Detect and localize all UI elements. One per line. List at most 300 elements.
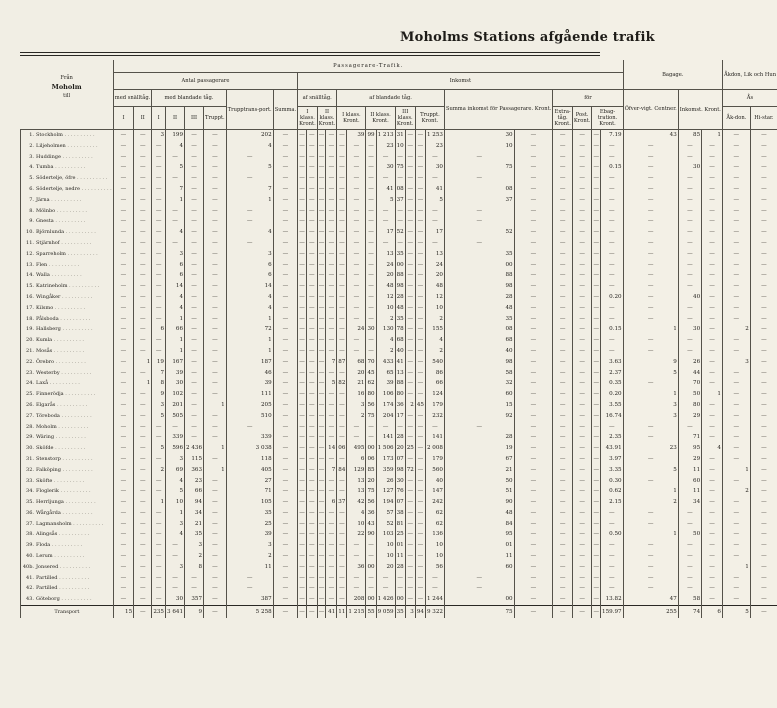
row-number: 15.	[26, 283, 34, 290]
table-row	[21, 562, 777, 573]
data-cell: —	[204, 476, 227, 487]
data-cell: —	[514, 400, 553, 411]
station-label: Elgarås	[36, 401, 56, 408]
data-cell: 21	[444, 465, 514, 476]
data-cell: 5	[623, 465, 678, 476]
data-cell: —	[572, 454, 592, 465]
data-cell: —	[185, 573, 204, 584]
data-cell: 4	[166, 303, 185, 314]
data-cell: —	[592, 551, 601, 562]
data-cell: —	[337, 411, 347, 422]
data-cell: 13	[347, 486, 366, 497]
data-cell: 13	[347, 476, 366, 487]
row-number: 42.	[26, 585, 34, 592]
data-cell: 1	[623, 389, 678, 400]
station-name	[21, 195, 114, 206]
data-cell: 111	[226, 389, 273, 400]
data-cell: —	[415, 378, 425, 389]
data-cell: —	[405, 335, 415, 346]
data-cell: —	[722, 551, 750, 562]
data-cell: —	[347, 249, 366, 260]
top-rule	[20, 52, 600, 53]
table-row	[21, 422, 777, 433]
data-cell: —	[405, 260, 415, 271]
data-cell: 5	[425, 195, 444, 206]
data-cell: —	[337, 303, 347, 314]
data-cell: —	[553, 346, 573, 357]
data-cell: 2	[405, 400, 415, 411]
data-cell: —	[623, 314, 678, 325]
station-label: Katrineholm	[36, 283, 68, 290]
table-row	[21, 227, 777, 238]
data-cell: —	[273, 594, 297, 605]
data-cell: —	[592, 454, 601, 465]
station-name	[21, 206, 114, 217]
data-cell: —	[185, 162, 204, 173]
data-cell: 68	[444, 335, 514, 346]
data-cell: —	[572, 562, 592, 573]
table-row	[21, 206, 777, 217]
data-cell: —	[678, 227, 701, 238]
data-cell: —	[514, 162, 553, 173]
data-cell: —	[326, 260, 337, 271]
data-cell: 4	[166, 476, 185, 487]
data-cell: —	[623, 227, 678, 238]
data-cell: —	[415, 173, 425, 184]
data-cell: —	[113, 443, 133, 454]
data-cell: —	[306, 324, 317, 335]
data-cell: —	[415, 529, 425, 540]
data-cell: —	[376, 238, 395, 249]
data-cell: 3 038	[226, 443, 273, 454]
data-cell: —	[185, 324, 204, 335]
data-cell: —	[405, 573, 415, 584]
data-cell: —	[273, 346, 297, 357]
data-cell: —	[317, 357, 326, 368]
data-cell: —	[134, 270, 152, 281]
data-cell: —	[306, 368, 317, 379]
data-cell: —	[601, 573, 624, 584]
row-number: 4.	[29, 164, 34, 171]
data-cell: —	[134, 476, 152, 487]
hdr-with-mixed: med blandade tåg.	[152, 90, 226, 107]
data-cell: 98	[444, 281, 514, 292]
row-number: 30.	[26, 445, 34, 452]
data-cell: —	[678, 281, 701, 292]
data-cell: —	[366, 346, 376, 357]
data-cell: —	[514, 227, 553, 238]
data-cell: —	[298, 346, 307, 357]
station-label: Pålsboda	[36, 315, 59, 322]
data-cell: —	[415, 551, 425, 562]
data-cell: —	[623, 270, 678, 281]
station-label: Partilled	[36, 574, 58, 581]
station-label: Floda	[36, 542, 51, 549]
leader-dots: . . . . . . . . . .	[67, 283, 100, 290]
station-label: Stjärnhof	[36, 239, 60, 246]
data-cell: —	[623, 260, 678, 271]
table-row	[21, 162, 777, 173]
data-cell: —	[722, 378, 750, 389]
data-cell: —	[722, 314, 750, 325]
data-cell: —	[572, 400, 592, 411]
data-cell: 5	[326, 378, 337, 389]
data-cell: 43	[366, 519, 376, 530]
table-row	[21, 324, 777, 335]
data-cell: —	[592, 465, 601, 476]
station-label: Lerum	[36, 553, 53, 560]
data-cell: —	[376, 583, 395, 594]
data-cell: 194	[376, 497, 395, 508]
row-number: 12.	[26, 250, 34, 257]
station-label: Sparreholm	[36, 250, 66, 257]
data-cell: —	[592, 432, 601, 443]
data-cell: 25	[405, 443, 415, 454]
data-cell: —	[306, 389, 317, 400]
data-cell: 75	[444, 162, 514, 173]
data-cell: 37	[395, 195, 405, 206]
station-name	[21, 476, 114, 487]
station-label: Stenstorp	[36, 455, 61, 462]
data-cell: —	[298, 335, 307, 346]
data-cell: —	[134, 443, 152, 454]
data-cell: 27	[226, 476, 273, 487]
data-cell: —	[405, 130, 415, 141]
data-cell: 13	[425, 249, 444, 260]
data-cell: —	[702, 400, 723, 411]
data-cell: 30	[425, 162, 444, 173]
data-cell: 86	[425, 368, 444, 379]
data-cell: —	[273, 476, 297, 487]
data-cell: —	[415, 357, 425, 368]
data-cell: —	[623, 152, 678, 163]
data-cell: —	[366, 292, 376, 303]
data-cell: 10	[425, 540, 444, 551]
data-cell: 2	[722, 324, 750, 335]
data-cell: —	[592, 184, 601, 195]
data-cell: —	[273, 216, 297, 227]
data-cell: 01	[395, 540, 405, 551]
data-cell: 0.15	[601, 324, 624, 335]
data-cell: —	[572, 443, 592, 454]
data-cell: 0.35	[601, 378, 624, 389]
data-cell: 68	[347, 357, 366, 368]
data-cell: —	[415, 292, 425, 303]
data-cell: —	[592, 519, 601, 530]
data-cell: 3	[152, 130, 166, 141]
data-cell: —	[623, 432, 678, 443]
data-cell: —	[298, 260, 307, 271]
section-passengers: Antal passagerare	[113, 73, 297, 90]
data-cell: —	[306, 465, 317, 476]
data-cell: —	[185, 216, 204, 227]
station-name	[21, 184, 114, 195]
data-cell: —	[326, 486, 337, 497]
data-cell: —	[347, 270, 366, 281]
data-cell: —	[317, 281, 326, 292]
data-cell: —	[306, 184, 317, 195]
data-cell: 62	[425, 508, 444, 519]
data-cell: —	[326, 303, 337, 314]
data-cell: —	[113, 378, 133, 389]
data-cell: —	[273, 497, 297, 508]
station-label: Björnlunda	[36, 229, 65, 236]
data-cell: —	[337, 206, 347, 217]
data-cell: —	[113, 195, 133, 206]
data-cell: 00	[444, 594, 514, 605]
data-cell: 118	[226, 454, 273, 465]
station-name	[21, 162, 114, 173]
data-cell: —	[514, 238, 553, 249]
data-cell: —	[113, 573, 133, 584]
station-name	[21, 335, 114, 346]
table-row	[21, 551, 777, 562]
data-cell: —	[152, 335, 166, 346]
data-cell: 4	[226, 141, 273, 152]
data-cell: 85	[366, 465, 376, 476]
data-cell: —	[273, 141, 297, 152]
data-cell: —	[337, 454, 347, 465]
row-number: 34.	[26, 488, 34, 495]
data-cell: —	[204, 562, 227, 573]
data-cell: 199	[166, 130, 185, 141]
data-cell: 28	[444, 292, 514, 303]
table-row	[21, 216, 777, 227]
data-cell: —	[337, 270, 347, 281]
data-cell: —	[306, 443, 317, 454]
data-cell: —	[601, 152, 624, 163]
data-cell: —	[722, 335, 750, 346]
data-cell: —	[317, 162, 326, 173]
data-cell: —	[592, 443, 601, 454]
data-cell: —	[623, 422, 678, 433]
leader-dots: . . . . . . . . . .	[53, 304, 86, 311]
data-cell: —	[185, 130, 204, 141]
data-cell: —	[366, 152, 376, 163]
data-cell: 48	[444, 508, 514, 519]
data-cell: —	[204, 270, 227, 281]
data-cell: —	[134, 303, 152, 314]
data-cell: —	[722, 432, 750, 443]
station-name	[21, 303, 114, 314]
data-cell: —	[702, 486, 723, 497]
data-cell: —	[572, 227, 592, 238]
data-cell: —	[722, 249, 750, 260]
data-cell: —	[601, 216, 624, 227]
data-cell: —	[750, 465, 777, 476]
data-cell: —	[415, 411, 425, 422]
data-cell: —	[204, 454, 227, 465]
data-cell: —	[415, 303, 425, 314]
data-cell: 36	[366, 508, 376, 519]
data-cell: —	[592, 594, 601, 605]
data-cell: 7	[152, 368, 166, 379]
data-cell: —	[134, 583, 152, 594]
data-cell: —	[152, 152, 166, 163]
data-cell: —	[113, 303, 133, 314]
data-cell: —	[326, 270, 337, 281]
row-number: 21.	[26, 347, 34, 354]
data-cell: 6	[226, 270, 273, 281]
data-cell: 40	[678, 292, 701, 303]
data-cell: —	[415, 206, 425, 217]
data-cell: —	[415, 162, 425, 173]
data-cell: 1	[152, 497, 166, 508]
data-cell: —	[273, 184, 297, 195]
data-cell: —	[204, 508, 227, 519]
data-cell: —	[273, 206, 297, 217]
data-cell: —	[347, 422, 366, 433]
data-cell: —	[273, 281, 297, 292]
data-cell: —	[415, 270, 425, 281]
data-cell: 2	[226, 551, 273, 562]
header-to: till	[63, 93, 71, 99]
table-row	[21, 195, 777, 206]
data-cell: —	[326, 227, 337, 238]
data-cell: 14	[326, 443, 337, 454]
data-cell: —	[415, 443, 425, 454]
data-cell: —	[553, 465, 573, 476]
data-cell: —	[750, 227, 777, 238]
data-cell: —	[572, 389, 592, 400]
data-cell: —	[306, 260, 317, 271]
data-cell: —	[415, 476, 425, 487]
data-cell: 387	[226, 594, 273, 605]
data-cell: —	[298, 389, 307, 400]
data-cell: 495	[347, 443, 366, 454]
data-cell: —	[113, 411, 133, 422]
data-cell: —	[204, 260, 227, 271]
data-cell: —	[317, 368, 326, 379]
data-cell: —	[204, 324, 227, 335]
data-cell: —	[553, 249, 573, 260]
data-cell: —	[306, 173, 317, 184]
data-cell: —	[572, 260, 592, 271]
data-cell: —	[395, 152, 405, 163]
row-number: 13.	[26, 261, 34, 268]
data-cell: 92	[444, 411, 514, 422]
data-cell: —	[185, 378, 204, 389]
data-cell: 66	[185, 486, 204, 497]
data-cell: —	[514, 562, 553, 573]
data-cell: —	[204, 432, 227, 443]
station-name	[21, 540, 114, 551]
data-cell: —	[326, 508, 337, 519]
data-cell: 95	[678, 443, 701, 454]
subheader-cell: Hi-star.	[750, 107, 777, 130]
row-number: 28.	[26, 423, 34, 430]
data-cell: —	[273, 314, 297, 325]
data-cell: —	[134, 227, 152, 238]
data-cell: —	[134, 551, 152, 562]
data-cell: —	[601, 314, 624, 325]
data-cell: 3.35	[601, 465, 624, 476]
data-cell: 41	[376, 184, 395, 195]
top-rule-thin	[20, 55, 600, 56]
data-cell: —	[273, 238, 297, 249]
data-cell: —	[592, 357, 601, 368]
data-cell: —	[702, 497, 723, 508]
data-cell: 94	[415, 606, 425, 619]
data-cell: —	[572, 529, 592, 540]
data-cell: —	[152, 141, 166, 152]
data-cell: 29	[678, 454, 701, 465]
data-cell: —	[347, 281, 366, 292]
leader-dots: . . . . . . . . . .	[60, 466, 93, 473]
data-cell: 1	[166, 314, 185, 325]
data-cell: —	[678, 141, 701, 152]
data-cell: —	[702, 357, 723, 368]
data-cell: —	[415, 422, 425, 433]
data-cell: —	[572, 540, 592, 551]
table-row	[21, 378, 777, 389]
data-cell: —	[152, 206, 166, 217]
leader-dots: . . . . . . . . . .	[59, 369, 92, 376]
data-cell: 35	[395, 249, 405, 260]
station-name	[21, 260, 114, 271]
data-cell: —	[134, 195, 152, 206]
data-cell: —	[185, 583, 204, 594]
data-cell: —	[592, 422, 601, 433]
data-cell: —	[326, 583, 337, 594]
data-cell: —	[298, 216, 307, 227]
data-cell: —	[514, 454, 553, 465]
data-cell: —	[553, 573, 573, 584]
data-cell: —	[298, 227, 307, 238]
data-cell: —	[722, 529, 750, 540]
data-cell: 71	[226, 486, 273, 497]
data-cell: —	[273, 562, 297, 573]
data-cell: —	[134, 130, 152, 141]
data-cell: 17	[395, 411, 405, 422]
data-cell: 30	[376, 162, 395, 173]
hdr-travel-sub: Ås	[722, 90, 777, 107]
data-cell: —	[185, 281, 204, 292]
row-number: 19.	[26, 326, 34, 333]
data-cell: —	[306, 335, 317, 346]
data-cell: —	[298, 292, 307, 303]
data-cell: —	[722, 497, 750, 508]
station-name	[21, 270, 114, 281]
data-cell: —	[204, 292, 227, 303]
data-cell: 07	[395, 454, 405, 465]
data-cell: —	[204, 486, 227, 497]
data-cell: —	[750, 141, 777, 152]
table-row	[21, 270, 777, 281]
data-cell: —	[273, 551, 297, 562]
data-cell: 11	[337, 606, 347, 619]
data-cell: 13.82	[601, 594, 624, 605]
data-cell: —	[750, 540, 777, 551]
row-number: 36.	[26, 509, 34, 516]
data-cell: —	[592, 378, 601, 389]
data-cell: —	[592, 486, 601, 497]
data-cell: 0.20	[601, 292, 624, 303]
data-cell: 25	[226, 519, 273, 530]
data-cell: —	[553, 508, 573, 519]
data-cell: —	[415, 227, 425, 238]
data-cell: 10	[376, 551, 395, 562]
data-cell: —	[347, 432, 366, 443]
data-cell: —	[317, 411, 326, 422]
data-cell: —	[337, 173, 347, 184]
leader-dots: . . . . . . . . . .	[59, 596, 92, 603]
data-cell: —	[204, 583, 227, 594]
data-cell: —	[204, 551, 227, 562]
data-cell: —	[553, 606, 573, 619]
data-cell: —	[166, 206, 185, 217]
data-cell: 84	[337, 465, 347, 476]
